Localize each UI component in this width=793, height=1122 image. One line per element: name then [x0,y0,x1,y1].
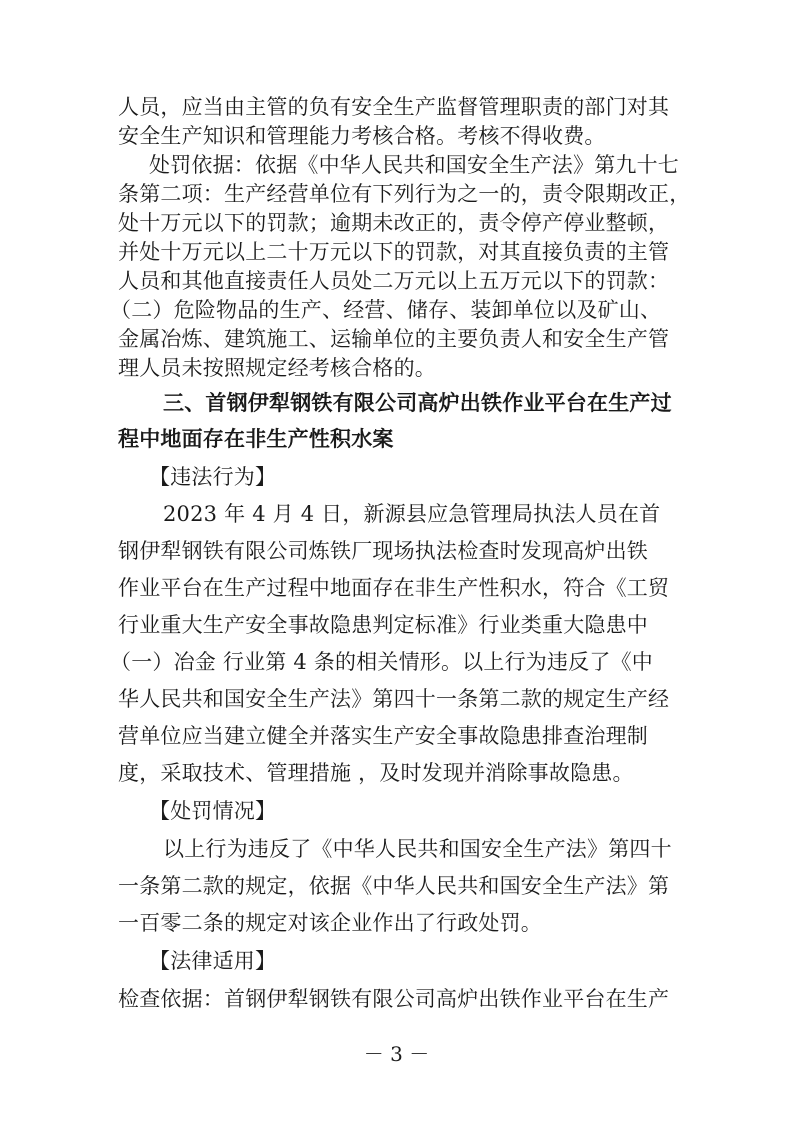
text-line: 检查依据：首钢伊犁钢铁有限公司高炉出铁作业平台在生产 [118,987,670,1011]
text-line: 钢伊犁钢铁有限公司炼铁厂现场执法检查时发现高炉出铁 [118,539,648,563]
subheading-violation: 【违法行为】 [149,465,277,489]
text-line: 一条第二款的规定，依据《中华人民共和国安全生产法》第 [118,874,670,898]
text-line: 以上行为违反了《中华人民共和国安全生产法》第四十 [163,837,672,861]
text-line: 安全生产知识和管理能力考核合格。考核不得收费。 [118,124,606,148]
text-line: 并处十万元以上二十万元以下的罚款，对其直接负责的主管 [118,240,670,264]
section-heading: 三、首钢伊犁钢铁有限公司高炉出铁作业平台在生产过 [163,391,672,415]
text-line: 条第二项：生产经营单位有下列行为之一的，责令限期改正， [118,182,691,206]
text-line: 华人民共和国安全生产法》第四十一条第二款的规定生产经 [118,687,670,711]
text-line: 处罚依据：依据《中华人民共和国安全生产法》第九十七 [149,153,679,177]
text-line: 2023 年 4 月 4 日，新源县应急管理局执法人员在首 [163,502,661,526]
text-line: （一）冶金 行业第 4 条的相关情形。以上行为违反了《中 [110,650,653,674]
text-line: 作业平台在生产过程中地面存在非生产性积水，符合《工贸 [118,576,670,600]
text-line: 行业重大生产安全事故隐患判定标准》行业类重大隐患中 [118,613,648,637]
text-line: 人员和其他直接责任人员处二万元以上五万元以下的罚款： [118,269,670,293]
subheading-law: 【法律适用】 [149,949,277,973]
text-line: 人员，应当由主管的负有安全生产监督管理职责的部门对其 [118,95,670,119]
subheading-penalty: 【处罚情况】 [149,799,277,823]
page-number: － 3 － [363,1042,430,1066]
text-line: 一百零二条的规定对该企业作出了行政处罚。 [118,911,542,935]
text-line: 金属冶炼、建筑施工、运输单位的主要负责人和安全生产管 [118,327,670,351]
text-line: 度，采取技术、管理措施 ，及时发现并消除事故隐患。 [118,761,634,785]
text-line: 营单位应当建立健全并落实生产安全事故隐患排查治理制 [118,724,648,748]
text-line: 处十万元以下的罚款；逾期未改正的，责令停产停业整顿， [118,211,670,235]
text-line: （二）危险物品的生产、经营、储存、装卸单位以及矿山、 [110,298,662,322]
section-heading: 程中地面存在非生产性积水案 [118,427,394,451]
text-line: 理人员未按照规定经考核合格的。 [118,356,436,380]
